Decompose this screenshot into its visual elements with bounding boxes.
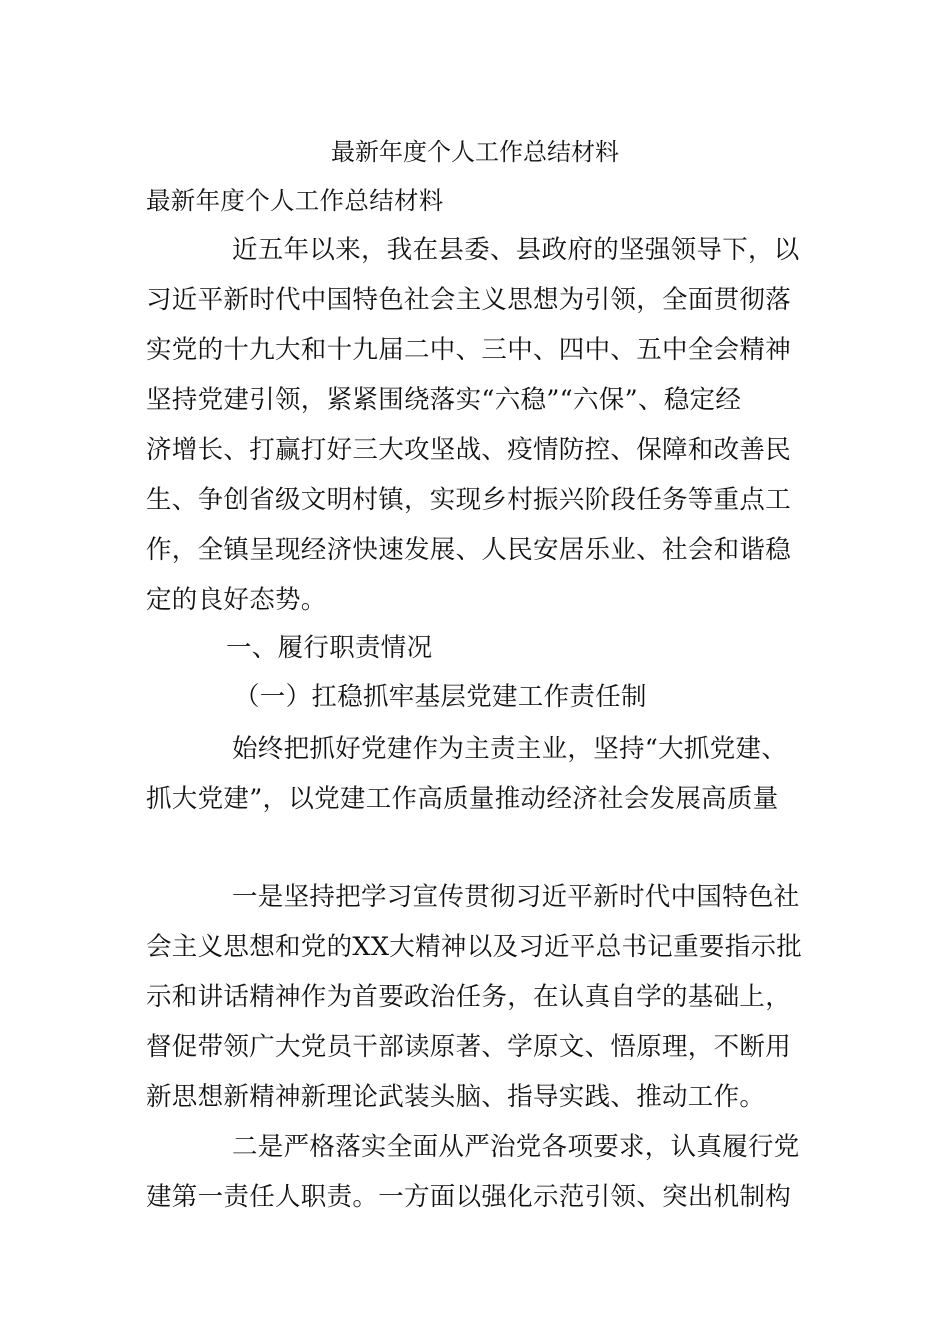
document-title: 最新年度个人工作总结材料 bbox=[331, 138, 619, 166]
paragraph-line: 新思想新精神新理论武装头脑、指导实践、推动工作。 bbox=[146, 1082, 766, 1112]
section-heading: 一、履行职责情况 bbox=[226, 633, 433, 663]
subsection-heading: （一）扛稳抓牢基层党建工作责任制 bbox=[234, 682, 647, 712]
intro-line: 实党的十九大和十九届二中、三中、四中、五中全会精神 bbox=[146, 335, 792, 365]
intro-line: 济增长、打赢打好三大攻坚战、疫情防控、保障和改善民 bbox=[146, 435, 792, 465]
paragraph-line: 一是坚持把学习宣传贯彻习近平新时代中国特色社 bbox=[232, 882, 800, 912]
intro-line: 近五年以来，我在县委、县政府的坚强领导下，以 bbox=[232, 235, 800, 265]
intro-line: 习近平新时代中国特色社会主义思想为引领，全面贯彻落 bbox=[146, 285, 792, 315]
paragraph-line: 会主义思想和党的XX大精神以及习近平总书记重要指示批 bbox=[146, 932, 803, 962]
intro-line: 定的良好态势。 bbox=[146, 585, 327, 615]
paragraph-line: 始终把抓好党建作为主责主业，坚持“大抓党建、 bbox=[232, 734, 788, 764]
paragraph-line: 抓大党建”，以党建工作高质量推动经济社会发展高质量 bbox=[146, 784, 779, 814]
paragraph-line: 二是严格落实全面从严治党各项要求，认真履行党 bbox=[232, 1132, 800, 1162]
paragraph-line: 督促带领广大党员干部读原著、学原文、悟原理，不断用 bbox=[146, 1032, 792, 1062]
intro-line: 生、争创省级文明村镇，实现乡村振兴阶段任务等重点工 bbox=[146, 485, 792, 515]
paragraph-line: 示和讲话精神作为首要政治任务，在认真自学的基础上， bbox=[146, 982, 792, 1012]
document-subtitle: 最新年度个人工作总结材料 bbox=[146, 186, 444, 215]
intro-line: 坚持党建引领，紧紧围绕落实“六稳”“六保”、稳定经 bbox=[146, 385, 742, 415]
paragraph-line: 建第一责任人职责。一方面以强化示范引领、突出机制构 bbox=[146, 1182, 792, 1212]
intro-line: 作，全镇呈现经济快速发展、人民安居乐业、社会和谐稳 bbox=[146, 535, 792, 565]
